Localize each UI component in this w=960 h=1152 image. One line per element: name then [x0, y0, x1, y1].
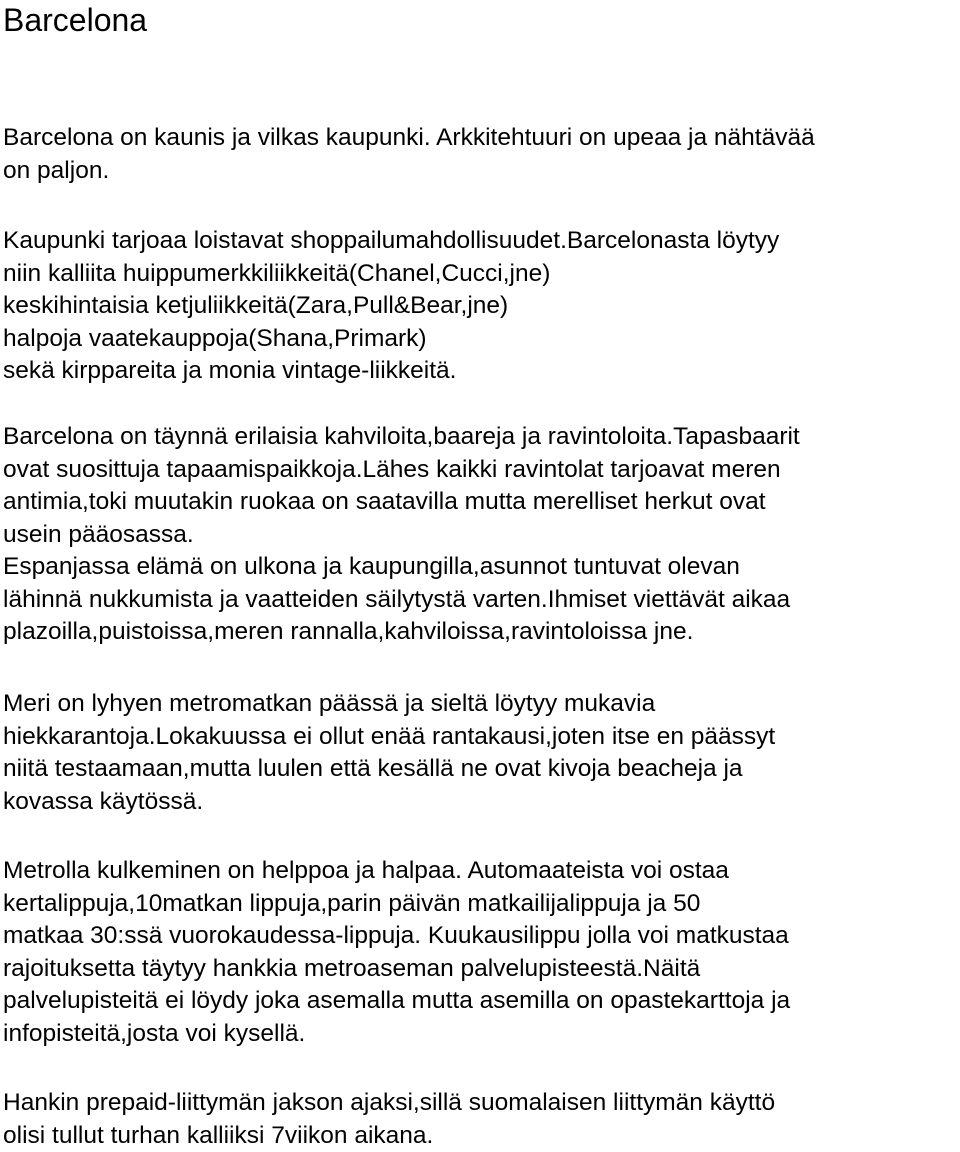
text-line: lähinnä nukkumista ja vaatteiden säilytystä varten.Ihmiset viettävät aikaa	[3, 584, 800, 617]
text-line: niitä testaamaan,mutta luulen että kesällä ne ovat kivoja beacheja ja	[3, 753, 775, 786]
text-line: Barcelona on kaunis ja vilkas kaupunki. Arkkitehtuuri on upeaa ja nähtävää	[3, 122, 815, 155]
paragraph-metro	[3, 855, 790, 1050]
text-line: hiekkarantoja.Lokakuussa ei ollut enää rantakausi,joten itse en päässyt	[3, 721, 775, 754]
text-line: niin kalliita huippumerkkiliikkeitä(Chanel,Cucci,jne)	[3, 258, 779, 291]
text-line: kovassa käytössä.	[3, 786, 775, 819]
text-line: Barcelona on täynnä erilaisia kahviloita,baareja ja ravintoloita.Tapasbaarit	[3, 421, 800, 454]
text-line: Metrolla kulkeminen on helppoa ja halpaa. Automaateista voi ostaa	[3, 855, 790, 888]
text-line: usein pääosassa.	[3, 519, 800, 552]
text-line: rajoituksetta täytyy hankkia metroaseman palvelupisteestä.Näitä	[3, 953, 790, 986]
text-line: olisi tullut turhan kalliiksi 7viikon aikana.	[3, 1120, 775, 1152]
paragraph-shopping	[3, 225, 779, 388]
text-line: halpoja vaatekauppoja(Shana,Primark)	[3, 323, 779, 356]
text-line: Kaupunki tarjoaa loistavat shoppailumahdollisuudet.Barcelonasta löytyy	[3, 225, 779, 258]
text-line: kertalippuja,10matkan lippuja,parin päivän matkailijalippuja ja 50	[3, 888, 790, 921]
text-line: ovat suosittuja tapaamispaikkoja.Lähes kaikki ravintolat tarjoavat meren	[3, 454, 800, 487]
text-line: palvelupisteitä ei löydy joka asemalla mutta asemilla on opastekarttoja ja	[3, 985, 790, 1018]
text-line: keskihintaisia ketjuliikkeitä(Zara,Pull&Bear,jne)	[3, 290, 779, 323]
paragraph-intro	[3, 122, 815, 187]
document-title: Barcelona	[3, 1, 147, 39]
text-line: on paljon.	[3, 155, 815, 188]
paragraph-phone	[3, 1087, 775, 1152]
text-line: Espanjassa elämä on ulkona ja kaupungilla,asunnot tuntuvat olevan	[3, 551, 800, 584]
text-line: antimia,toki muutakin ruokaa on saatavilla mutta merelliset herkut ovat	[3, 486, 800, 519]
text-line: matkaa 30:ssä vuorokaudessa-lippuja. Kuukausilippu jolla voi matkustaa	[3, 920, 790, 953]
paragraph-restaurants	[3, 421, 800, 649]
text-line: infopisteitä,josta voi kysellä.	[3, 1018, 790, 1051]
text-line: Meri on lyhyen metromatkan päässä ja sieltä löytyy mukavia	[3, 688, 775, 721]
paragraph-beaches	[3, 688, 775, 818]
text-line: plazoilla,puistoissa,meren rannalla,kahviloissa,ravintoloissa jne.	[3, 616, 800, 649]
text-line: sekä kirppareita ja monia vintage-liikkeitä.	[3, 355, 779, 388]
text-line: Hankin prepaid-liittymän jakson ajaksi,sillä suomalaisen liittymän käyttö	[3, 1087, 775, 1120]
